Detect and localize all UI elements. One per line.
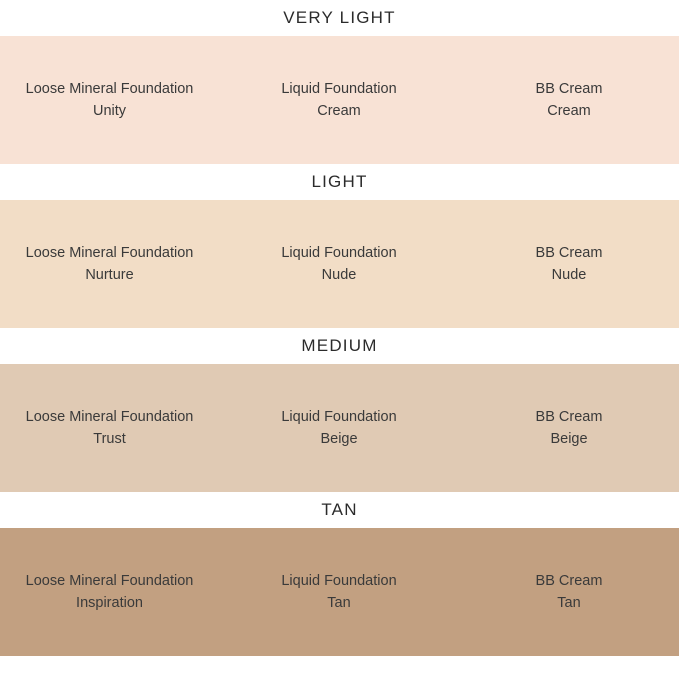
product-name: Loose Mineral Foundation	[25, 408, 194, 425]
group-title: VERY LIGHT	[283, 8, 396, 27]
shade-name: Tan	[327, 595, 351, 611]
shade-name: Cream	[317, 103, 361, 119]
shade-band	[0, 36, 679, 164]
shade-group-medium	[0, 328, 679, 492]
shade-name: Tan	[557, 595, 581, 611]
group-title: LIGHT	[311, 172, 368, 191]
product-name: Liquid Foundation	[281, 80, 397, 97]
product-name: BB Cream	[535, 408, 603, 425]
shade-cell	[0, 78, 219, 123]
shade-cell	[0, 406, 219, 451]
shade-group-tan	[0, 492, 679, 656]
shade-cell	[219, 78, 459, 123]
product-name: Loose Mineral Foundation	[25, 572, 194, 589]
shade-band	[0, 364, 679, 492]
shade-name: Inspiration	[76, 595, 143, 611]
shade-cell	[219, 242, 459, 287]
product-name: BB Cream	[535, 80, 603, 97]
shade-name: Beige	[320, 431, 358, 447]
shade-cell	[459, 570, 679, 615]
shade-cell	[459, 78, 679, 123]
shade-cell	[219, 570, 459, 615]
shade-group-very-light	[0, 0, 679, 164]
shade-band	[0, 528, 679, 656]
shade-cell	[219, 406, 459, 451]
shade-name: Trust	[93, 431, 126, 447]
shade-name: Nurture	[85, 267, 134, 283]
product-name: Liquid Foundation	[281, 244, 397, 261]
shade-cell	[0, 570, 219, 615]
shade-cell	[459, 242, 679, 287]
product-name: BB Cream	[535, 244, 603, 261]
shade-cell	[0, 242, 219, 287]
product-name: Loose Mineral Foundation	[25, 244, 194, 261]
group-title: TAN	[321, 500, 358, 519]
product-name: Liquid Foundation	[281, 408, 397, 425]
shade-name: Cream	[547, 103, 591, 119]
product-name: Loose Mineral Foundation	[25, 80, 194, 97]
shade-name: Beige	[550, 431, 588, 447]
shade-name: Unity	[92, 103, 127, 119]
shade-name: Nude	[321, 267, 357, 283]
shade-cell	[459, 406, 679, 451]
product-name: BB Cream	[535, 572, 603, 589]
shade-name: Nude	[551, 267, 587, 283]
product-name: Liquid Foundation	[281, 572, 397, 589]
shade-band	[0, 200, 679, 328]
group-title: MEDIUM	[301, 336, 378, 355]
shade-group-light	[0, 164, 679, 328]
